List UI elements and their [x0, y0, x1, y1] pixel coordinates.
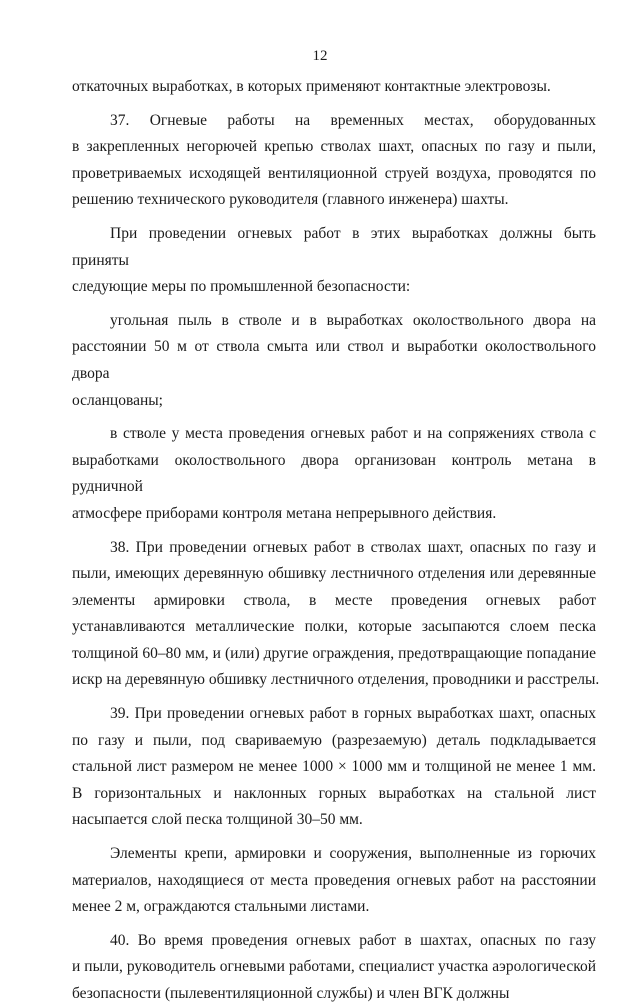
text-line: материалов, находящиеся от места проведения огневых работ на расстоянии: [72, 871, 596, 889]
paragraph: [72, 221, 596, 301]
paragraph: [72, 928, 596, 1008]
text-line: элементы армировки ствола, в месте проведения огневых работ: [72, 591, 596, 609]
paragraph: [72, 74, 596, 101]
paragraph: [72, 108, 596, 214]
text-line: в стволе у места проведения огневых работ и на сопряжениях ствола с: [110, 425, 596, 443]
text-line: угольная пыль в стволе и в выработках околоствольного двора на: [110, 311, 596, 329]
paragraph: [72, 701, 596, 834]
text-line: 37. Огневые работы на временных местах, оборудованных: [110, 111, 596, 129]
text-line: в закрепленных негорючей крепью стволах шахт, опасных по газу и пыли,: [72, 138, 596, 156]
text-line: пыли, имеющих деревянную обшивку лестничного отделения или деревянные: [72, 565, 596, 583]
text-line: искр на деревянную обшивку лестничного отделения, проводники и расстрелы.: [72, 671, 600, 689]
text-line: следующие меры по промышленной безопасности:: [72, 278, 411, 296]
text-line: толщиной 60–80 мм, и (или) другие ограждения, предотвращающие попадание: [72, 644, 596, 662]
paragraph: [72, 421, 596, 527]
text-line: откаточных выработках, в которых применяют контактные электровозы.: [72, 78, 551, 95]
text-line: 39. При проведении огневых работ в горных выработках шахт, опасных: [110, 705, 596, 723]
document-body: [72, 74, 600, 1008]
text-line: по газу и пыли, под свариваемую (разрезаемую) деталь подкладывается: [72, 731, 596, 749]
text-line: При проведении огневых работ в этих выработках должны быть приняты: [72, 224, 596, 269]
paragraph: [72, 535, 600, 695]
text-line: В горизонтальных и наклонных горных выработках на стальной лист: [72, 784, 596, 802]
text-line: безопасности (пылевентиляционной службы) и член ВГК должны: [72, 985, 510, 1002]
paragraph: [72, 308, 596, 414]
text-line: менее 2 м, ограждаются стальными листами.: [72, 898, 370, 916]
text-line: устанавливаются металлические полки, которые засыпаются слоем песка: [72, 618, 596, 636]
text-line: проветриваемых исходящей вентиляционной струей воздуха, проводятся по: [72, 164, 596, 182]
text-line: стальной лист размером не менее 1000 × 1000 мм и толщиной не менее 1 мм.: [72, 758, 596, 776]
text-line: осланцованы;: [72, 391, 163, 409]
text-line: расстоянии 50 м от ствола смыта или ствол и выработки околоствольного двора: [72, 338, 596, 382]
page-number: 12: [312, 48, 328, 64]
text-line: насыпается слой песка толщиной 30–50 мм.: [72, 811, 363, 829]
text-line: решению технического руководителя (главного инженера) шахты.: [72, 191, 509, 209]
text-line: выработками околоствольного двора организован контроль метана в рудничной: [72, 451, 596, 496]
text-line: Элементы крепи, армировки и сооружения, выполненные из горючих: [110, 845, 596, 863]
text-line: атмосфере приборами контроля метана непрерывного действия.: [72, 504, 497, 522]
text-line: 38. При проведении огневых работ в стволах шахт, опасных по газу и: [110, 538, 596, 556]
paragraph: [72, 841, 596, 921]
text-line: и пыли, руководитель огневыми работами, специалист участка аэрологической: [72, 958, 596, 976]
text-line: 40. Во время проведения огневых работ в шахтах, опасных по газу: [110, 931, 596, 949]
